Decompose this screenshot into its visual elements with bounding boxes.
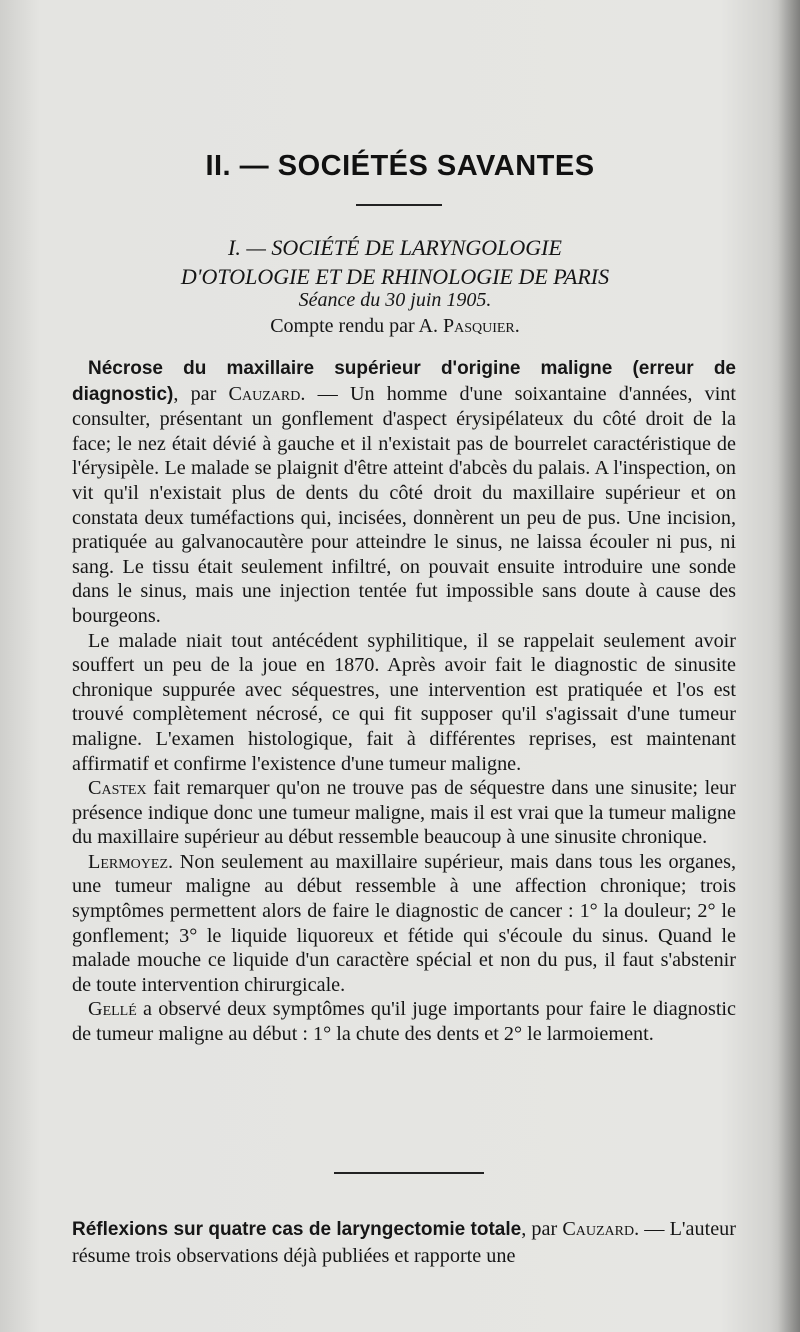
article-author: Cauzard. (228, 382, 306, 405)
society-name-line2: D'OTOLOGIE ET DE RHINOLOGIE DE PARIS (180, 264, 610, 289)
speaker-name: Lermoyez. (88, 850, 174, 873)
report-prefix: Compte rendu par A. (270, 315, 438, 337)
paragraph-text: fait remarquer qu'on ne trouve pas de séquestre dans une sinusite; leur présence indique donc une tumeur maligne, mais il est vrai que la tumeur maligne du maxillaire supérieur au début ressemble beaucoup à une sinusite chronique. (72, 777, 736, 849)
byline-prefix: , par (173, 382, 217, 405)
article-1 (72, 356, 736, 1047)
paragraph (72, 1216, 736, 1269)
article-title: Nécrose du maxillaire supérieur d'origine maligne (erreur de diagnostic) (72, 358, 736, 405)
paragraph-text: Non seulement au maxillaire supérieur, mais dans tous les organes, une tumeur maligne au début ressemble à une affection chronique; trois symptômes permettent alors de faire le diagnostic de cancer : 1° la douleur; 2° le gonflement; 3° le liquide liquoreux et fétide qui s'écoule du sinus. Quand le malade mouche ce liquide d'un caractère spécial et non du pus, il faut s'abstenir de toute intervention chirurgicale. (72, 850, 736, 996)
paragraph: Le malade niait tout antécédent syphilitique, il se rappelait seulement avoir souffert un peu de la joue en 1870. Après avoir fait le diagnostic de sinusite chronique suppurée avec séquestres, une intervention est pratiquée et l'os est trouvé complètement nécrosé, ce qui fit supposer qu'il s'agissait d'une tumeur maligne. L'examen histologique, fait à différentes reprises, est maintenant affirmatif et confirme l'existence d'une tumeur maligne. (72, 629, 736, 775)
speaker-name: Castex (88, 777, 147, 800)
paragraph (72, 997, 736, 1046)
byline-prefix: , par (521, 1218, 558, 1241)
session-date: Séance du 30 juin 1905. (298, 289, 492, 311)
paragraph (72, 776, 736, 850)
title-rule (356, 204, 442, 206)
paragraph (72, 356, 736, 629)
article-separator-rule (334, 1172, 484, 1174)
paragraph (72, 850, 736, 998)
article-2 (72, 1196, 736, 1289)
society-name-line1: I. — SOCIÉTÉ DE LARYNGOLOGIE (228, 235, 562, 260)
paragraph-text: — Un homme d'une soixantaine d'années, vint consulter, présentant un gonflement d'aspect érysipélateux du côté droit de la face; le nez était dévié à gauche et il n'existait pas de bourrelet caractéristique de l'érysipèle. Le malade se plaignit d'être atteint d'abcès du palais. A l'inspection, on vit qu'il n'existait plus de dents du côté droit du maxillaire supérieur et on constata deux tuméfactions qui, incisées, donnèrent un peu de pus. Une incision, pratiquée au galvanocautère pour atteindre le sinus, ne laissa écouler ni pus, ni sang. Le tissu était seulement infiltré, on pouvait ensuite introduire une sonde dans le sinus, mais une injection tentée fut impossible sans doute à cause des bourgeons. (72, 382, 737, 627)
paragraph-text: a observé deux symptômes qu'il juge importants pour faire le diagnostic de tumeur maligne au début : 1° la chute des dents et 2° le larmoiement. (72, 998, 736, 1046)
article-author: Cauzard. (562, 1218, 640, 1241)
paragraph-text: — L'auteur résume trois observations déjà publiées et rapporte une (72, 1218, 736, 1268)
report-author: Pasquier. (442, 315, 520, 337)
section-title: II. — SOCIÉTÉS SAVANTES (205, 150, 595, 182)
report-credit (0, 312, 790, 340)
page-edge-shadow (778, 0, 800, 1332)
article-title: Réflexions sur quatre cas de laryngectomie totale (72, 1219, 522, 1241)
speaker-name: Gellé (88, 998, 137, 1021)
